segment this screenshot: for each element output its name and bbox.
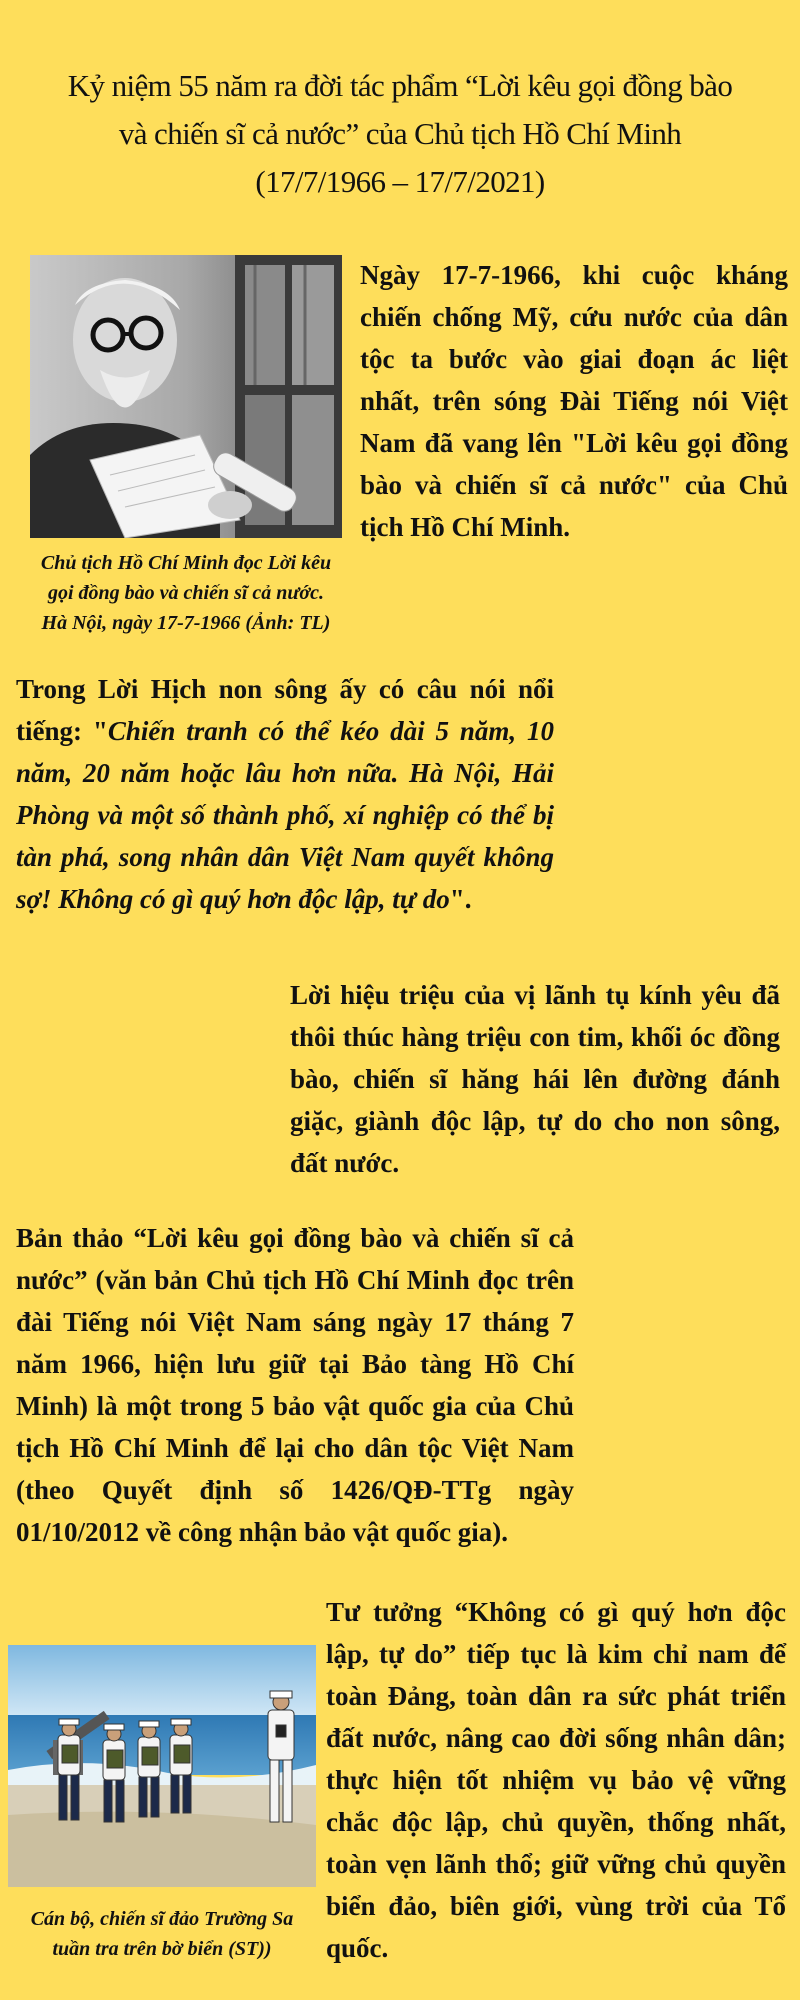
title-line-3: (17/7/1966 – 17/7/2021) [255,164,545,199]
photo1-caption-line-2: gọi đồng bào và chiến sĩ cả nước. [47,582,325,604]
photo1-caption-line-1: Chủ tịch Hồ Chí Minh đọc Lời kêu [40,552,332,574]
quote-intro: Trong Lời Hịch non sông ấy có câu nói nổi tiếng: " [16,674,554,746]
truong-sa-soldiers-photo [8,1645,316,1887]
page-title [20,62,780,206]
appeal-paragraph: Lời hiệu triệu của vị lãnh tụ kính yêu đã thôi thúc hàng triệu con tim, khối óc đồng bào, chiến sĩ hăng hái lên đường đánh giặc, giành độc lập, tự do cho non sông, đất nước. [290,980,780,1178]
photo1-caption [8,548,364,638]
ho-chi-minh-photo [30,255,342,538]
photo2-caption [4,1904,320,1964]
intro-paragraph: Ngày 17-7-1966, khi cuộc kháng chiến chống Mỹ, cứu nước của dân tộc ta bước vào giai đoạn ác liệt nhất, trên sóng Đài Tiếng nói Việt Nam đã vang lên "Lời kêu gọi đồng bào và chiến sĩ cả nước" của Chủ tịch Hồ Chí Minh. [360,260,788,542]
quote-paragraph [16,668,554,920]
photo2-caption-line-2: tuần tra trên bờ biển (ST)) [52,1938,272,1960]
ideology-paragraph: Tư tưởng “Không có gì quý hơn độc lập, tự do” tiếp tục là kim chỉ nam để toàn Đảng, toàn dân ra sức phát triển đất nước, nâng cao đời sống nhân dân; thực hiện tốt nhiệm vụ bảo vệ vững chắc độc lập, chủ quyền, thống nhất, toàn vẹn lãnh thổ; giữ vững chủ quyền biển đảo, biên giới, vùng trời của Tổ quốc. [326,1597,786,1963]
photo1-caption-line-3: Hà Nội, ngày 17-7-1966 (Ảnh: TL) [41,612,331,634]
title-line-1: Kỷ niệm 55 năm ra đời tác phẩm “Lời kêu gọi đồng bào [67,68,733,103]
manuscript-paragraph: Bản thảo “Lời kêu gọi đồng bào và chiến sĩ cả nước” (văn bản Chủ tịch Hồ Chí Minh đọc trên đài Tiếng nói Việt Nam sáng ngày 17 tháng 7 năm 1966, hiện lưu giữ tại Bảo tàng Hồ Chí Minh) là một trong 5 bảo vật quốc gia của Chủ tịch Hồ Chí Minh để lại cho dân tộc Việt Nam (theo Quyết định số 1426/QĐ-TTg ngày 01/10/2012 về công nhận bảo vật quốc gia). [16,1223,574,1547]
famous-quote: Chiến tranh có thể kéo dài 5 năm, 10 năm, 20 năm hoặc lâu hơn nữa. Hà Nội, Hải Phòng và một số thành phố, xí nghiệp có thể bị tàn phá, song nhân dân Việt Nam quyết không sợ! Không có gì quý hơn độc lập, tự do [16,716,554,914]
title-line-2: và chiến sĩ cả nước” của Chủ tịch Hồ Chí Minh [118,116,682,151]
quote-outro: ". [449,884,472,914]
photo2-caption-line-1: Cán bộ, chiến sĩ đảo Trường Sa [30,1908,294,1930]
